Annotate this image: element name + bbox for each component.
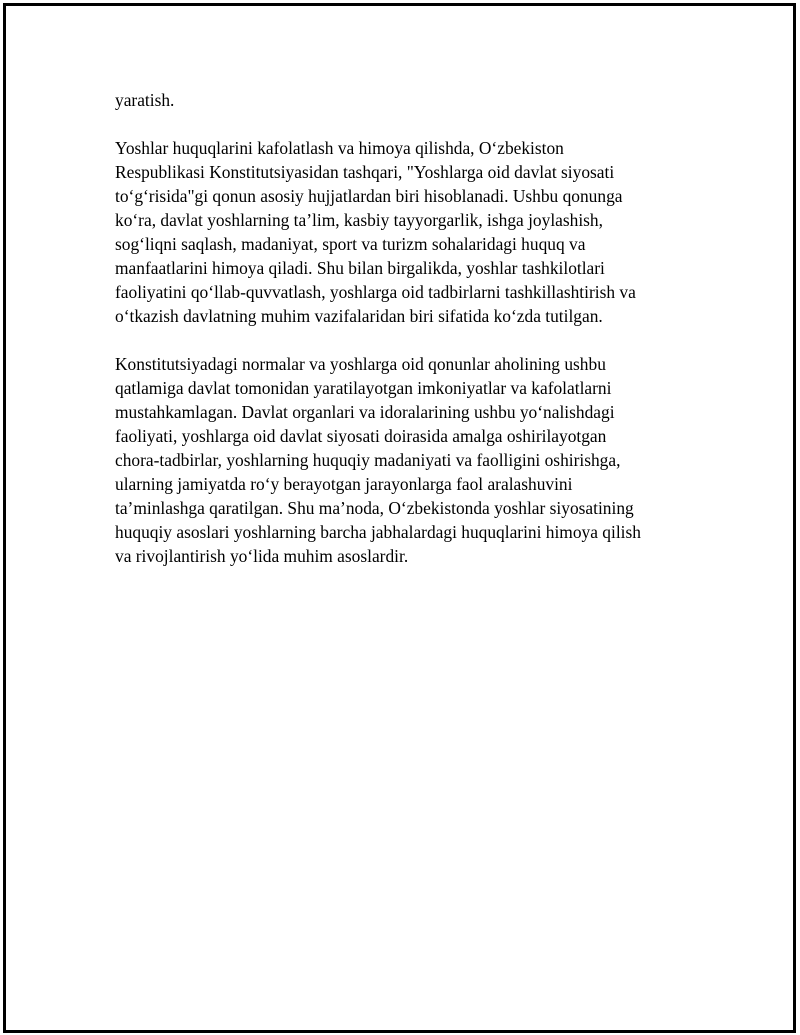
text-line: Respublikasi Konstitutsiyasidan tashqari, "Yoshlarga oid davlat siyosati xyxy=(115,162,615,182)
text-line: faoliyatini qo‘llab-quvvatlash, yoshlarga oid tadbirlarni tashkillashtirish va xyxy=(115,282,636,302)
paragraph-constitutional-norms xyxy=(115,352,685,568)
text-line: sog‘liqni saqlash, madaniyat, sport va turizm sohalaridagi huquq va xyxy=(115,234,586,254)
paragraph-youth-rights-guarantees xyxy=(115,136,685,328)
text-line: to‘g‘risida"gi qonun asosiy hujjatlardan biri hisoblanadi. Ushbu qonunga xyxy=(115,186,623,206)
text-line: chora-tadbirlar, yoshlarning huquqiy madaniyati va faolligini oshirishga, xyxy=(115,450,621,470)
text-line: ta’minlashga qaratilgan. Shu ma’noda, O‘zbekistonda yoshlar siyosatining xyxy=(115,498,634,518)
text-line: qatlamiga davlat tomonidan yaratilayotgan imkoniyatlar va kafolatlarni xyxy=(115,378,612,398)
text-line: ko‘ra, davlat yoshlarning ta’lim, kasbiy tayyorgarlik, ishga joylashish, xyxy=(115,210,603,230)
paragraph-continuation xyxy=(115,88,685,112)
text-line: mustahkamlagan. Davlat organlari va idoralarining ushbu yo‘nalishdagi xyxy=(115,402,615,422)
text-line: ularning jamiyatda ro‘y berayotgan jarayonlarga faol aralashuvini xyxy=(115,474,573,494)
text-line: manfaatlarini himoya qiladi. Shu bilan birgalikda, yoshlar tashkilotlari xyxy=(115,258,605,278)
text-line: Yoshlar huquqlarini kafolatlash va himoya qilishda, O‘zbekiston xyxy=(115,138,564,158)
text-line: o‘tkazish davlatning muhim vazifalaridan biri sifatida ko‘zda tutilgan. xyxy=(115,306,603,326)
text-line: faoliyati, yoshlarga oid davlat siyosati doirasida amalga oshirilayotgan xyxy=(115,426,607,446)
text-line: va rivojlantirish yo‘lida muhim asoslardir. xyxy=(115,546,409,566)
document-body xyxy=(115,88,685,592)
text-line: huquqiy asoslari yoshlarning barcha jabhalardagi huquqlarini himoya qilish xyxy=(115,522,641,542)
text-line: Konstitutsiyadagi normalar va yoshlarga oid qonunlar aholining ushbu xyxy=(115,354,606,374)
text-line: yaratish. xyxy=(115,90,175,110)
